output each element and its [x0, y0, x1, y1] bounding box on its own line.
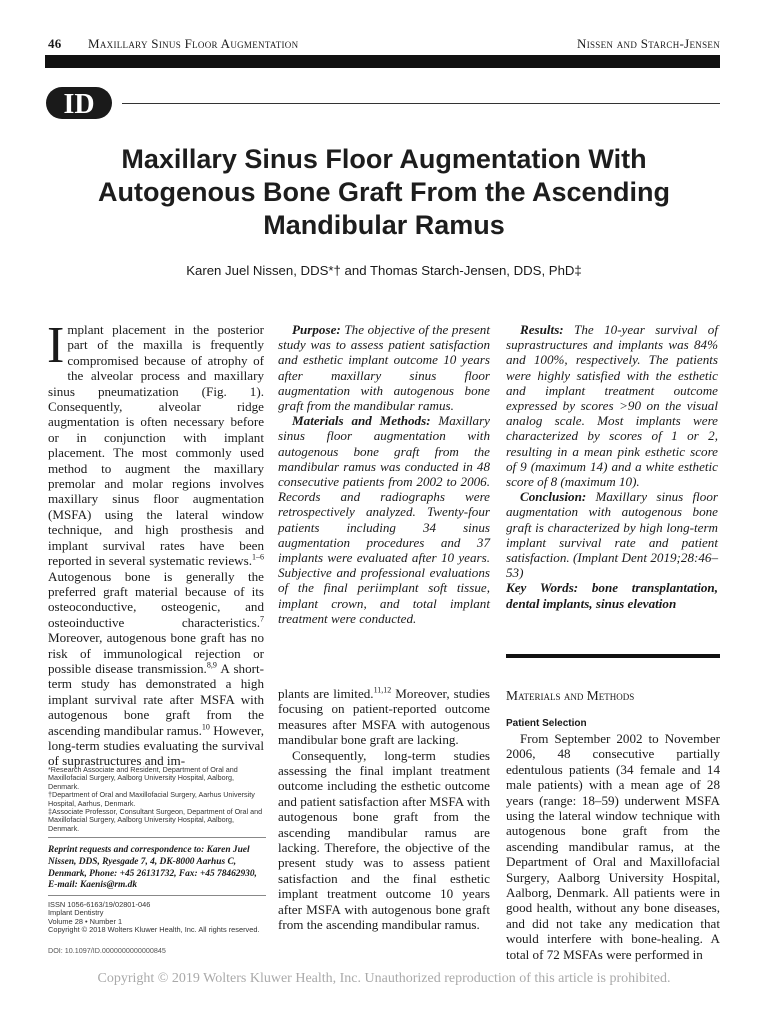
header-bar — [45, 55, 720, 68]
copyright-footer: Copyright © 2019 Wolters Kluwer Health, Inc. Unauthorized reproduction of this article is prohibited. — [97, 971, 671, 986]
conclusion-text: Maxillary sinus floor augmentation with autogenous bone graft is characterized by high long-term implant survival rate and patient satisfaction. (Implant Dent 2019;28:46–53) — [506, 489, 718, 581]
methods-label: Materials and Methods: — [292, 413, 431, 429]
article-authors: Karen Juel Nissen, DDS*† and Thomas Starch-Jensen, DDS, PhD‡ — [186, 263, 582, 278]
logo-text: ID — [63, 89, 95, 120]
results-label: Results: — [520, 322, 564, 337]
citation: 10 — [201, 722, 210, 732]
intro-text-e: However, long-term studies evaluating the survival of suprastructures and im- — [48, 722, 264, 769]
volume-info: Volume 28 • Number 1 — [48, 916, 123, 926]
intro-text-c: Moreover, autogenous bone graft has no risk of immunological rejection or possible disease transmission. — [48, 630, 264, 676]
journal-name: Implant Dentistry — [48, 908, 104, 918]
running-title: Maxillary Sinus Floor Augmentation — [88, 36, 299, 51]
running-authors: Nissen and Starch-Jensen — [577, 36, 720, 51]
introduction-column — [47, 317, 265, 769]
footnote-rule — [48, 895, 266, 896]
results-text: The 10-year survival of suprastructures and implants was 84% and 100%, respectively. The patients were highly satisfied with the esthetic and implant treatment outcome expressed by scores >90 on the visual analog scale. Most implants were characterized by scores of 1 or 2, resulting in a mean pink esthetic score of 9 (maximum 14) and a white esthetic score of 8 (maximum 10). — [506, 322, 718, 490]
subsection-heading: Patient Selection — [506, 718, 587, 729]
footnote-3: ‡Associate Professor, Consultant Surgeon, Department of Oral and Maxillofacial Surgery, Aalborg University Hospital, Aalborg, Denmark. — [48, 807, 263, 833]
citation: 1–6 — [252, 552, 264, 562]
body-column-2 — [278, 686, 490, 933]
citation: 7 — [260, 614, 264, 624]
reprint-requests: Reprint requests and correspondence to: Karen Juel Nissen, DDS, Ryesgade 7, 4, DK-8000 Aarhus C, Denmark, Phone: +45 26131732, Fax: +45 78462930, E-mail: Kaenis@rm.dk — [48, 845, 257, 891]
intro-text-a: mplant placement in the posterior part of the maxilla is frequently compromised because of atrophy of the alveolar process and maxillary sinus pneumatization (Fig. 1). Consequently, alveolar ridge augmentation is often necessary before or in conjunction with implant placement. The most commonly used method to augment the maxillary premolar and molar regions involves maxillary sinus floor augmentation (MSFA) using the lateral window technique, and high prosthesis and implant survival rates have been reported in several systematic reviews. — [48, 322, 264, 569]
purpose-text: The objective of the present study was to assess patient satisfaction and esthetic implant outcome 10 years after maxillary sinus floor augmentation with autogenous bone graft from the mandibular ramus. — [278, 322, 490, 414]
page-number: 46 — [48, 36, 62, 51]
intro-text-b: Autogenous bone is generally the preferred graft material because of its osteoconductive, osteogenic, and osteoinductive characteristics. — [48, 568, 264, 630]
section-heading: Materials and Methods — [506, 688, 635, 703]
issn: ISSN 1056-6163/19/02801-046 — [48, 900, 151, 909]
col2-text-a: plants are limited. — [278, 686, 374, 701]
citation: 8,9 — [206, 660, 217, 670]
article-title: Maxillary Sinus Floor Augmentation With Autogenous Bone Graft From the Ascending Mandibular Ramus — [97, 144, 670, 240]
methods-text: Maxillary sinus floor augmentation with autogenous bone graft from the mandibular ramus was conducted in 48 consecutive patients from 2002 to 2006. Records and radiographs were retrospectively analyzed. Twenty-four patients including 34 sinus augmentation procedures and 37 implants were evaluated after 10 years. Subjective and professional evaluations of the final periimplant soft tissue, implant crown, and total implant treatment were conducted. — [278, 413, 490, 626]
intro-text-d: A short-term study has demonstrated a high implant survival rate after MSFA with autogenous bone graft from the ascending mandibular ramus. — [48, 660, 265, 738]
abstract-right — [506, 322, 718, 611]
col2-text-b: Moreover, studies focusing on patient-reported outcome measures after MSFA with autogenous mandibular bone graft are lacking. — [278, 686, 490, 748]
methods-paragraph: From September 2002 to November 2006, 48 consecutive partially edentulous patients (34 female and 14 male patients) with a mean age of 28 years (range: 18–59) underwent MSFA using the lateral window technique with autogenous bone graft from the ascending mandibular ramus, at the Department of Oral and Maxillofacial Surgery, Aalborg University Hospital, Aalborg, Denmark. All patients were in good health, without any bone diseases, and did not take any medication that would interfere with bone-healing. A total of 72 MSFAs were performed in — [506, 731, 720, 962]
doi: DOI: 10.1097/ID.0000000000000845 — [48, 946, 166, 955]
conclusion-label: Conclusion: — [520, 489, 587, 505]
footnote-1: *Research Associate and Resident, Department of Oral and Maxillofacial Surgery, Aalborg University Hospital, Aalborg, Denmark. — [48, 765, 238, 791]
keywords: Key Words: bone transplantation, dental implants, sinus elevation — [506, 580, 718, 611]
journal-logo — [46, 85, 116, 121]
drop-cap: I — [47, 317, 65, 374]
abstract-left — [278, 322, 490, 626]
citation: 11,12 — [373, 685, 392, 695]
logo-rule — [122, 103, 720, 104]
copyright-note: Copyright © 2018 Wolters Kluwer Health, Inc. All rights reserved. — [48, 925, 260, 935]
col2-paragraph-2: Consequently, long-term studies assessing the final implant treatment outcome including the esthetic outcome and patient satisfaction after MSFA with autogenous bone graft from the ascending mandibular ramus are lacking. Therefore, the objective of the present study was to assess patient satisfaction and the final esthetic implant treatment outcome 10 years after MSFA with autogenous bone graft from the ascending mandibular ramus. — [278, 747, 490, 933]
footnote-2: †Department of Oral and Maxillofacial Surgery, Aarhus University Hospital, Aarhus, Denmark. — [48, 790, 255, 808]
author-footnotes — [48, 766, 266, 833]
methods-text — [506, 731, 720, 962]
abstract-rule — [506, 654, 720, 658]
purpose-label: Purpose: — [292, 322, 341, 337]
footnote-rule — [48, 837, 266, 838]
publication-info — [48, 901, 266, 935]
